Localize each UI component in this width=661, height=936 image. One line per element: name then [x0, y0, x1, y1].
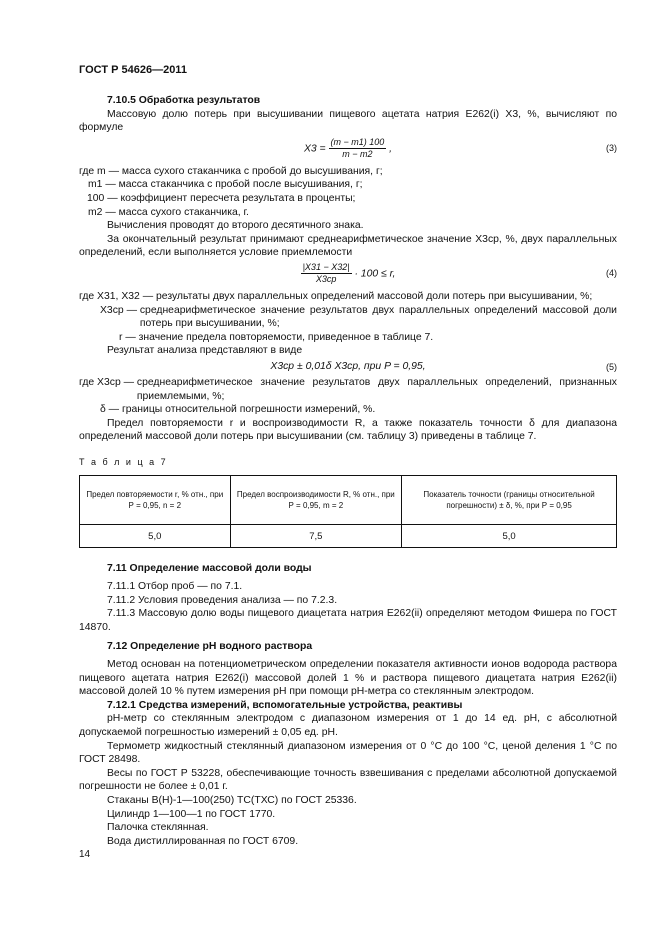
- list-item: 7.11.1 Отбор проб — по 7.1.: [107, 581, 243, 593]
- where-row: [79, 290, 617, 304]
- formula-4-denominator: X3ср: [315, 273, 337, 284]
- list-item: Стаканы В(Н)-1—100(250) ТС(ТХС) по ГОСТ 25336.: [107, 794, 357, 806]
- table-7-caption: Т а б л и ц а 7: [79, 456, 168, 467]
- where-text: результаты двух параллельных определений массовой доли потерь при высушивании, %;: [155, 290, 593, 302]
- list-item: Весы по ГОСТ Р 53228, обеспечивающие точность взвешивания с пределами абсолютной допускаемой погрешности не более ± 0,01 г.: [79, 767, 617, 793]
- formula-5-expression: X3ср ± 0,01δ X3ср, при P = 0,95,: [270, 360, 426, 372]
- where-label: m1 —: [88, 179, 116, 191]
- subsection-heading-7-12-1: 7.12.1 Средства измерений, вспомогательные устройства, реактивы: [107, 699, 463, 711]
- formula-3-fraction: [329, 137, 387, 160]
- where-row: [79, 178, 617, 192]
- where-label: X3ср —: [100, 304, 137, 316]
- formula-5: [79, 358, 617, 376]
- where-text: масса сухого стаканчика, г.: [118, 206, 249, 218]
- list-item: Вода дистиллированная по ГОСТ 6709.: [107, 835, 299, 847]
- formula-5-number: (5): [606, 361, 617, 372]
- where-label: δ —: [100, 404, 120, 416]
- table-header-cell: Показатель точности (границы относительной погрешности) ± δ, %, при Р = 0,95: [402, 476, 617, 525]
- formula-4-number: (4): [606, 267, 617, 278]
- where-label: где X3ср —: [79, 376, 135, 388]
- page-number: 14: [79, 849, 91, 860]
- formula-3-tail: ,: [389, 143, 393, 155]
- paragraph-limits: Предел повторяемости r и воспроизводимости R, а также показатель точности δ для диапазона определений массовой доли потерь при высушивании (см. таблицу 3) приведены в таблице 7.: [79, 417, 617, 443]
- section-heading-7-11: 7.11 Определение массовой доли воды: [107, 563, 312, 575]
- formula-3-numerator: (m − m1) 100: [330, 136, 385, 147]
- formula-4-numerator: |X31 − X32|: [302, 261, 350, 272]
- table-7: [79, 475, 617, 548]
- where-text: коэффициент пересчета результата в проценты;: [120, 192, 356, 204]
- formula-3: [79, 135, 617, 165]
- where-text: среднеарифметическое значение результатов двух параллельных определений массовой доли потерь при высушивании, %;: [139, 304, 617, 330]
- paragraph-final-result: За окончательный результат принимают среднеарифметическое значение X3ср, %, двух параллельных определений, если выполняется условие приемлемости: [79, 233, 617, 259]
- where-row: [79, 165, 617, 179]
- list-item: Термометр жидкостный стеклянный диапазоном измерения от 0 °С до 100 °С, ценой деления 1 °С по ГОСТ 28498.: [79, 740, 617, 766]
- where-text: границы относительной погрешности измерений, %.: [121, 404, 376, 416]
- formula-4: [79, 260, 617, 290]
- where-label: r —: [119, 331, 136, 343]
- formula-4-fraction: [301, 262, 352, 285]
- where-row: [79, 331, 617, 345]
- table-cell: 7,5: [230, 525, 402, 548]
- list-item: 7.11.3 Массовую долю воды пищевого диацетата натрия Е262(ii) определяют методом Фишера по ГОСТ 14870.: [79, 608, 617, 633]
- where-label: m2 —: [88, 206, 116, 218]
- list-item: 7.11.2 Условия проведения анализа — по 7.2.3.: [107, 594, 338, 606]
- where-text: значение предела повторяемости, приведенное в таблице 7.: [138, 331, 434, 343]
- where-row: [79, 403, 617, 417]
- paragraph-result-form: Результат анализа представляют в виде: [107, 345, 303, 357]
- list-item: рН-метр со стеклянным электродом с диапазоном измерения от 1 до 14 ед. рН, с абсолютной допускаемой погрешностью измерений ± 0,05 ед. рН.: [79, 713, 617, 738]
- paragraph-intro: Массовую долю потерь при высушивании пищевого ацетата натрия Е262(i) X3, %, вычисляют по формуле: [79, 108, 617, 134]
- where-row: [79, 304, 617, 331]
- formula-3-number: (3): [606, 142, 617, 153]
- paragraph-method: Метод основан на потенциометрическом определении показателя активности ионов водорода раствора пищевого ацетата натрия Е262(i) массовой долей 1 % и раствора пищевого диацетата натрия Е262(ii) массовой долей 10 % путем измерения рН при помощи рН-метра со стеклянным электродом.: [79, 659, 617, 698]
- where-row: [79, 206, 617, 220]
- section-heading-7-12: 7.12 Определение рН водного раствора: [107, 641, 313, 653]
- where-label: 100 —: [87, 192, 118, 204]
- paragraph-rounding: Вычисления проводят до второго десятичного знака.: [107, 220, 364, 232]
- where-row: [79, 376, 617, 403]
- list-item: Палочка стеклянная.: [107, 822, 209, 834]
- document-code-header: ГОСТ Р 54626—2011: [79, 64, 187, 76]
- where-text: среднеарифметическое значение результатов двух параллельных определений, признанных приемлемыми, %;: [136, 376, 617, 402]
- list-item: Цилиндр 1—100—1 по ГОСТ 1770.: [107, 808, 276, 820]
- table-row: [80, 525, 617, 548]
- where-label: где X31, X32 —: [79, 290, 154, 302]
- table-header-row: [80, 476, 617, 525]
- formula-3-denominator: m − m2: [342, 148, 373, 159]
- page-content: [79, 94, 617, 848]
- formula-4-tail: · 100 ≤ r,: [354, 268, 396, 280]
- formula-3-lhs: X3 =: [303, 143, 326, 155]
- table-cell: 5,0: [402, 525, 617, 548]
- where-text: масса сухого стаканчика с пробой до высушивания, г;: [121, 165, 383, 177]
- where-row: [79, 192, 617, 206]
- where-text: масса стаканчика с пробой после высушивания, г;: [118, 179, 363, 191]
- table-cell: 5,0: [80, 525, 231, 548]
- where-label: где m —: [79, 165, 119, 177]
- section-heading-7-10-5: 7.10.5 Обработка результатов: [107, 95, 261, 106]
- table-header-cell: Предел повторяемости r, % отн., при Р = 0,95, n = 2: [80, 476, 231, 525]
- table-header-cell: Предел воспроизводимости R, % отн., при Р = 0,95, m = 2: [230, 476, 402, 525]
